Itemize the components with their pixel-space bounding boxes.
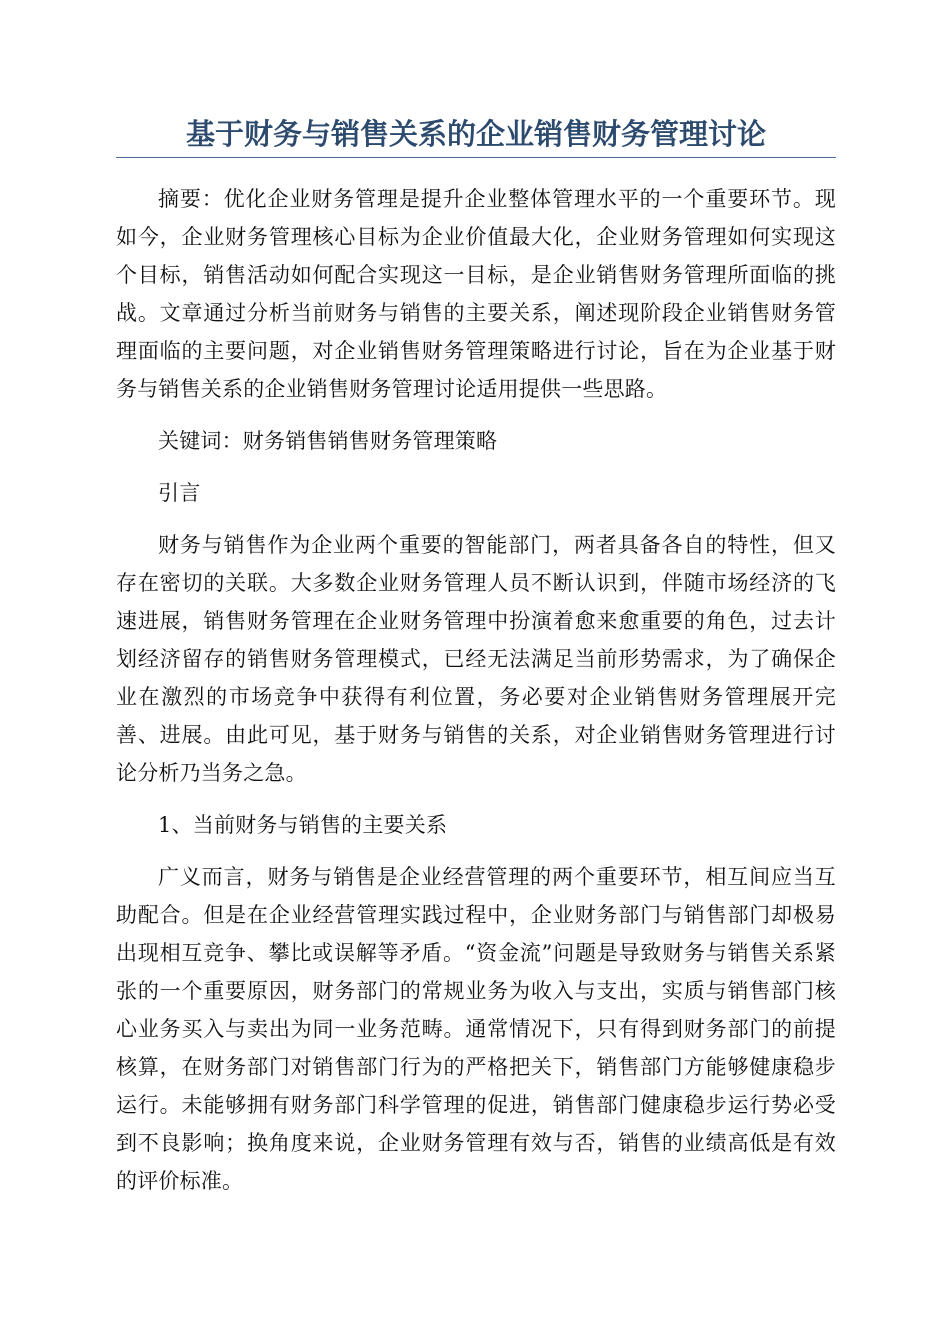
abstract-paragraph: 摘要：优化企业财务管理是提升企业整体管理水平的一个重要环节。现如今，企业财务管理核心目标为企业价值最大化，企业财务管理如何实现这个目标，销售活动如何配合实现这一目标，是企业销售财务管理所面临的挑战。文章通过分析当前财务与销售的主要关系，阐述现阶段企业销售财务管理面临的主要问题，对企业销售财务管理策略进行讨论，旨在为企业基于财务与销售关系的企业销售财务管理讨论适用提供一些思路。 [116, 187, 836, 401]
introduction-paragraph: 财务与销售作为企业两个重要的智能部门，两者具备各自的特性，但又存在密切的关联。大多数企业财务管理人员不断认识到，伴随市场经济的飞速进展，销售财务管理在企业财务管理中扮演着愈来愈重要的角色，过去计划经济留存的销售财务管理模式，已经无法满足当前形势需求，为了确保企业在激烈的市场竞争中获得有利位置，务必要对企业销售财务管理展开完善、进展。由此可见，基于财务与销售的关系，对企业销售财务管理进行讨论分析乃当务之急。 [116, 533, 836, 785]
title-underline [116, 157, 836, 158]
introduction-heading: 引言 [158, 481, 201, 505]
section-1-paragraph: 广义而言，财务与销售是企业经营管理的两个重要环节，相互间应当互助配合。但是在企业经营管理实践过程中，企业财务部门与销售部门却极易出现相互竞争、攀比或误解等矛盾。“资金流”问题是导致财务与销售关系紧张的一个重要原因，财务部门的常规业务为收入与支出，实质与销售部门核心业务买入与卖出为同一业务范畴。通常情况下，只有得到财务部门的前提核算，在财务部门对销售部门行为的严格把关下，销售部门方能够健康稳步运行。未能够拥有财务部门科学管理的促进，销售部门健康稳步运行势必受到不良影响；换角度来说，企业财务管理有效与否，销售的业绩高低是有效的评价标准。 [116, 865, 836, 1193]
section-1-heading: 1、当前财务与销售的主要关系 [158, 813, 448, 837]
document-page [116, 112, 836, 1200]
document-title: 基于财务与销售关系的企业销售财务管理讨论 [185, 117, 766, 151]
keywords-paragraph: 关键词：财务销售销售财务管理策略 [158, 429, 498, 453]
